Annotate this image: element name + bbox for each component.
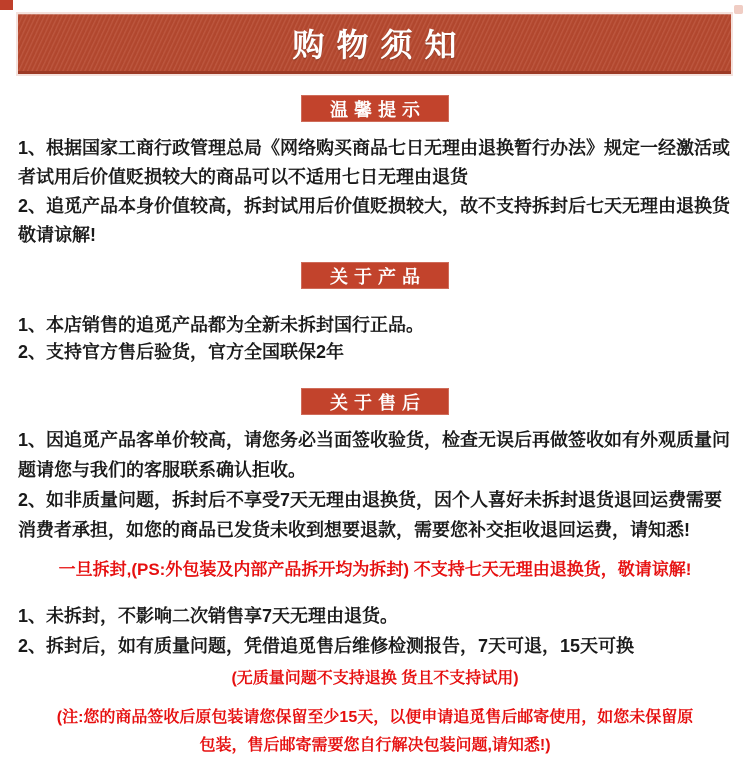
extra-point-2: 2、拆封后，如有质量问题，凭借追觅售后维修检测报告，7天可退，15天可换 <box>18 636 635 656</box>
section-badge-about-product: 关于产品 <box>301 262 449 289</box>
after-sales-paragraph-1: 1、因追觅产品客单价较高，请您务必当面签收验货，检查无误后再做签收如有外观质量问题请您与我们的客服联系确认拒收。 <box>18 430 731 480</box>
about-product-paragraph-1: 1、本店销售的追觅产品都为全新未拆封国行正品。 <box>18 315 425 335</box>
section-badge-after-sales: 关于售后 <box>301 388 449 415</box>
section-badge-warm-tips: 温馨提示 <box>301 95 449 122</box>
warm-tips-text <box>18 134 732 250</box>
shopping-notice-banner <box>18 14 731 74</box>
warm-tips-paragraph-1: 1、根据国家工商行政管理总局《网络购买商品七日无理由退换暂行办法》规定一经激活或者试用后价值贬损较大的商品可以不适用七日无理由退货 <box>18 138 731 187</box>
about-product-text <box>18 312 732 366</box>
extra-point-1: 1、未拆封，不影响二次销售享7天无理由退货。 <box>18 606 399 626</box>
after-sales-paragraph-2: 2、如非质量问题，拆封后不享受7天无理由退换货，因个人喜好未拆封退货退回运费需要消费者承担，如您的商品已发货未收到想要退款，需要您补交拒收退回运费，请知悉! <box>18 490 723 540</box>
after-sales-extra-points <box>18 601 732 661</box>
warm-tips-paragraph-2: 2、追觅产品本身价值较高，拆封试用后价值贬损较大，故不支持拆封后七天无理由退换货敬请谅解! <box>18 196 731 245</box>
unseal-warning-text: 一旦拆封,(PS:外包装及内部产品拆开均为拆封) 不支持七天无理由退换货，敬请谅解! <box>58 560 692 579</box>
about-product-paragraph-2: 2、支持官方售后验货，官方全国联保2年 <box>18 342 345 362</box>
packaging-note-text: (注:您的商品签收后原包装请您保留至少15天，以便申请追觅售后邮寄使用，如您未保留原包装，售后邮寄需要您自行解决包装问题,请知悉!) <box>56 709 694 754</box>
no-quality-issue-warning-text: (无质量问题不支持退换 货且不支持试用) <box>231 670 519 687</box>
after-sales-text <box>18 425 732 545</box>
corner-artifact-left <box>0 0 13 10</box>
page-title: 购物须知 <box>292 26 469 63</box>
corner-artifact-right <box>734 5 743 14</box>
